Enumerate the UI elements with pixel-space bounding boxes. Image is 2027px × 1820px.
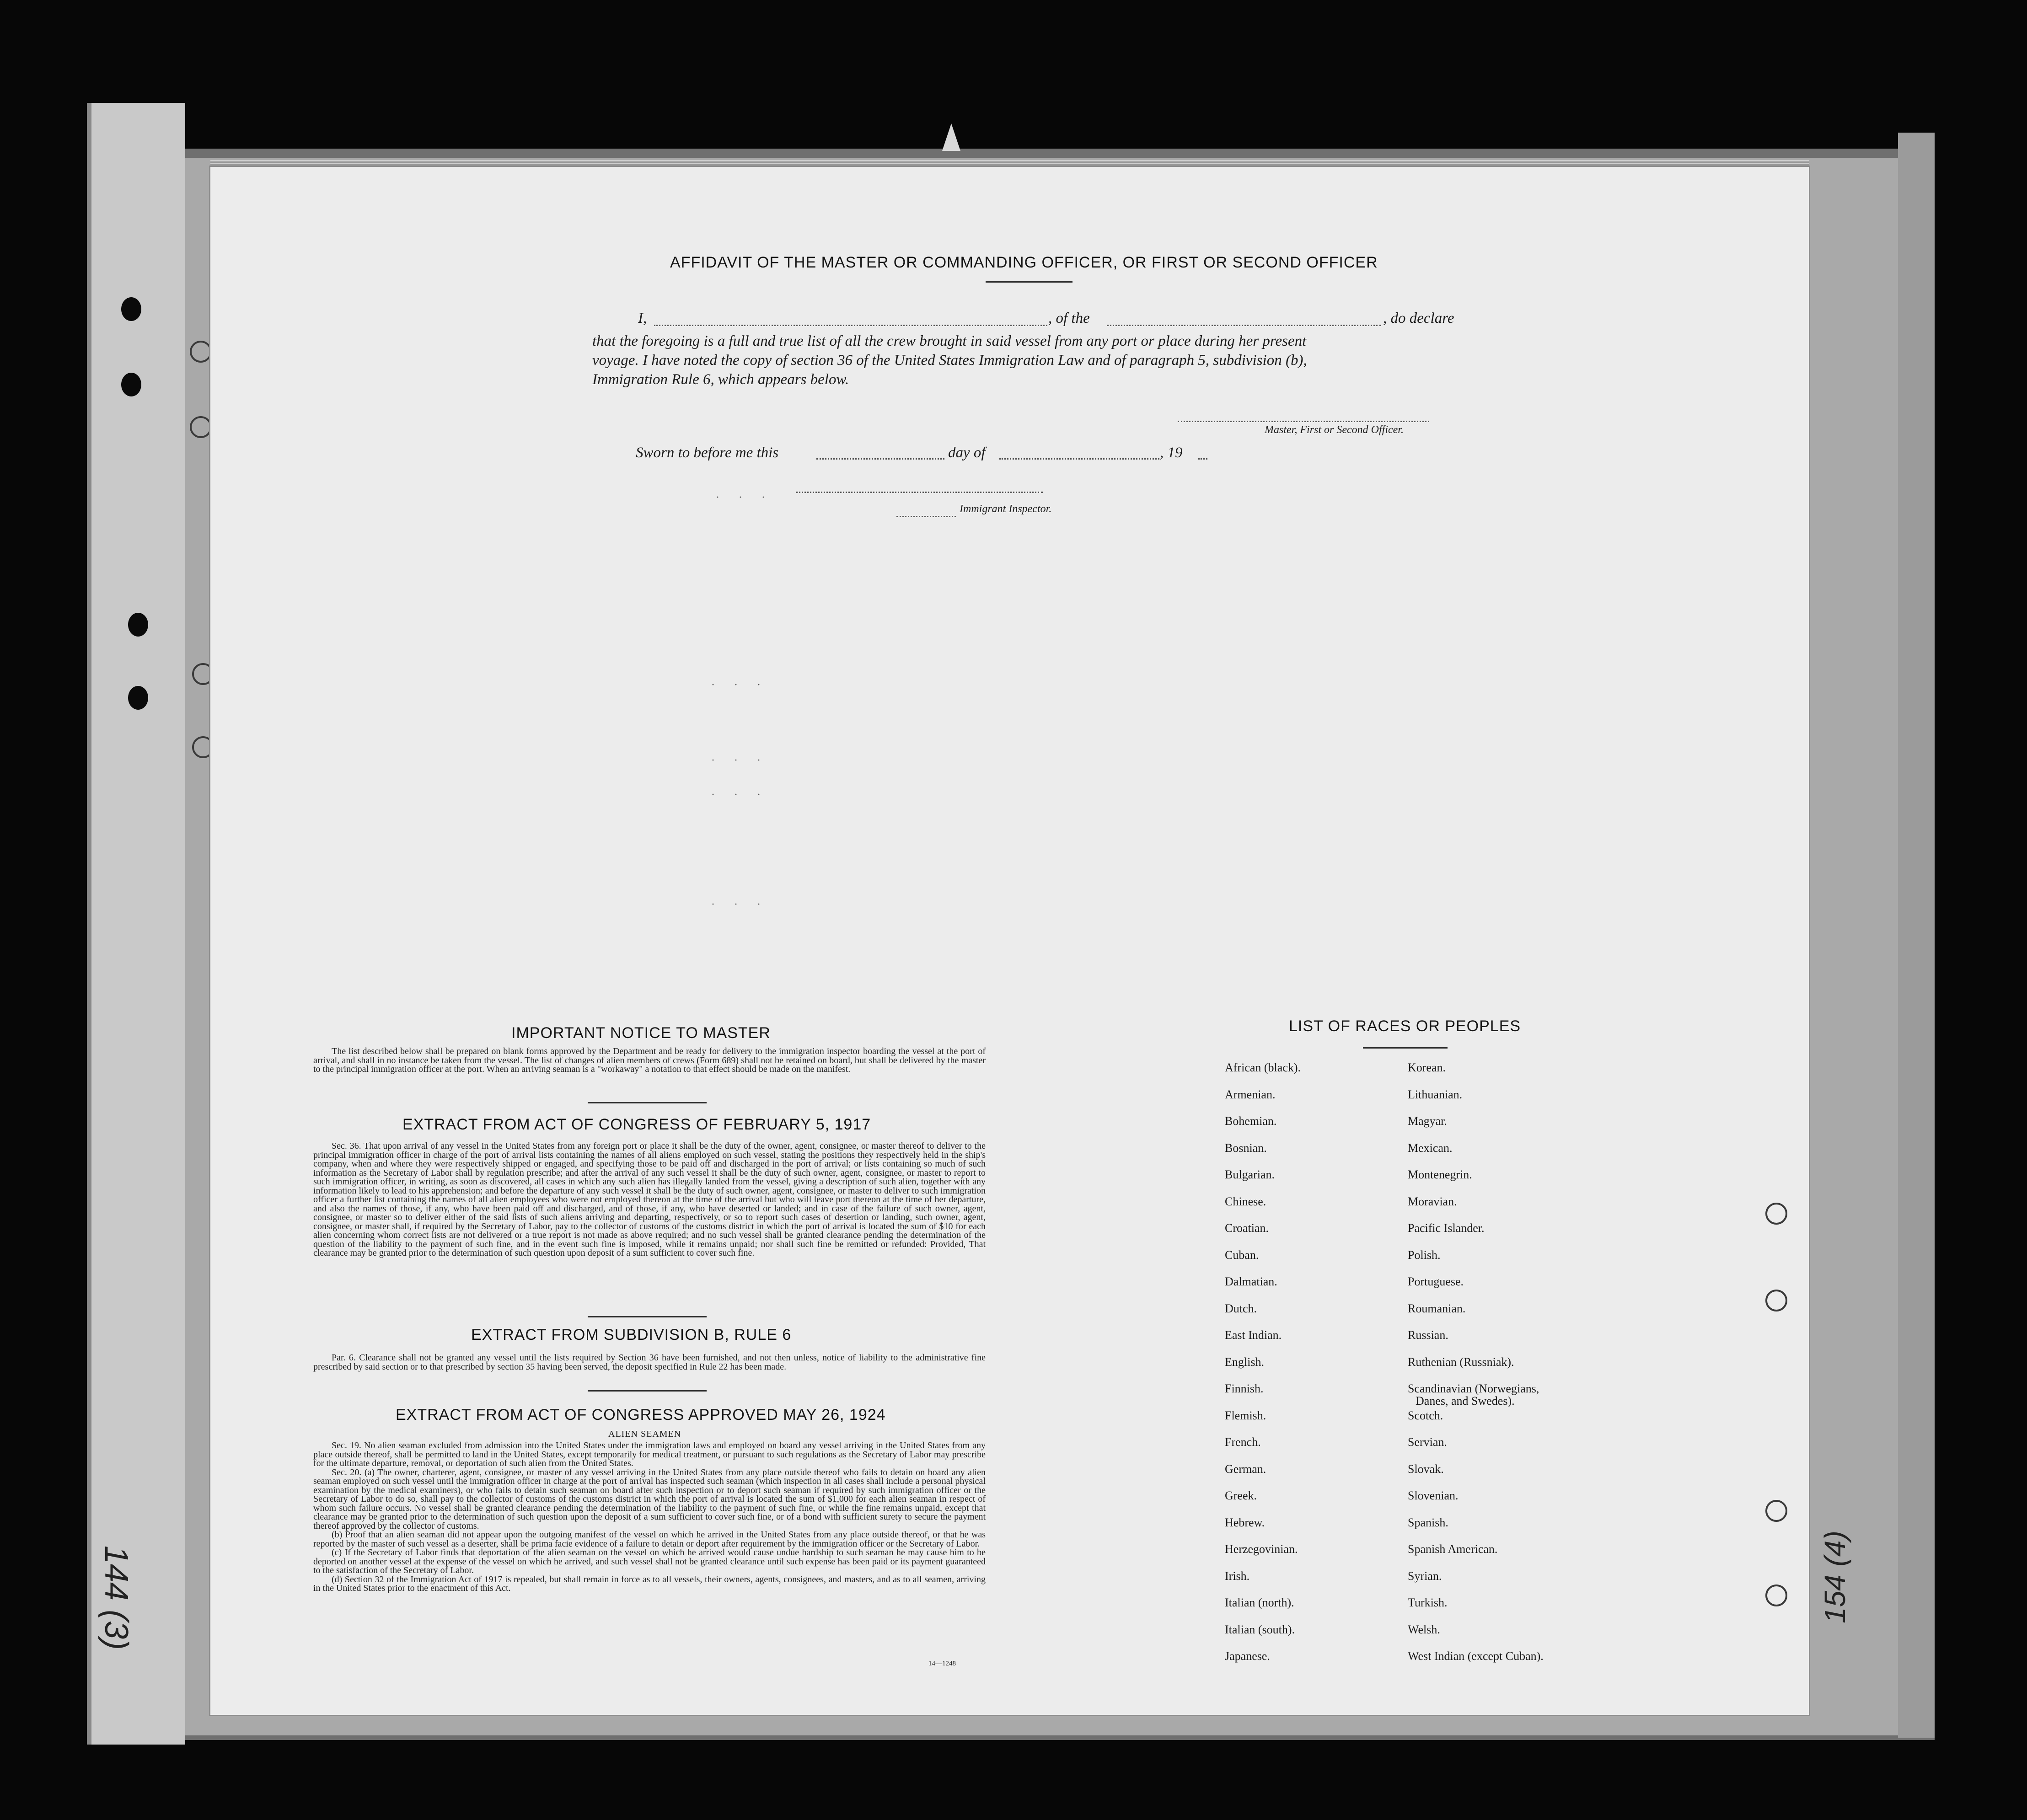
race-item: Spanish. — [1408, 1515, 1448, 1529]
race-item: Italian (south). — [1225, 1622, 1295, 1636]
race-item: Dutch. — [1225, 1301, 1257, 1315]
race-item: Russian. — [1408, 1328, 1448, 1342]
extract-1924-text — [313, 1441, 986, 1593]
sec20a-paragraph: Sec. 20. (a) The owner, charterer, agent, consignee, or master of any vessel arriving in the United States from any place outside thereof who fails to detain on board any alien seaman employed on such vessel until the immigration officer in charge at the port of arrival has inspected such seaman (which inspection in all cases shall include a personal physical examination by the medical examiners), or who fails to detain such seaman on board after such inspection or to deport such seaman if required by such immigration officer or the Secretary of Labor to do so, shall pay to the collector of customs of the customs district in which the port of arrival is located the sum of $1,000 for each alien seaman in respect of whom such failure occurs. No vessel shall be granted clearance pending the determination of the liability to the payment of such fine, or while the fine remains unpaid, except that clearance may be granted prior to the determination of such question upon the deposit of a sum sufficient to cover such fine, or of a bond with sufficient surety to secure the payment thereof approved by the collector of customs. — [313, 1467, 986, 1531]
race-item: Cuban. — [1225, 1248, 1259, 1262]
scan-specks: · · · — [716, 492, 773, 503]
race-item: Syrian. — [1408, 1569, 1442, 1583]
race-item: Armenian. — [1225, 1087, 1276, 1101]
binding-ring — [1765, 1290, 1787, 1311]
races-rule — [1363, 1047, 1448, 1049]
extract-1917-text: Sec. 36. That upon arrival of any vessel in the United States from any foreign port or place it shall be the duty of the owner, agent, consignee, or master thereof to deliver to the principal immigration officer in charge of the port of arrival lists containing the names of all aliens employed on such vessel, stating the positions they respectively held in the ship's company, when and where they were respectively shipped or engaged, and specifying those to be paid off and discharged in the port of arrival; or lists containing so much of such information as the Secretary of Labor shall by regulation prescribe; and after the arrival of any such vessel it shall be the duty of such owner, agent, consignee, or master to report to such immigration officer, in writing, as soon as discovered, all cases in which any such alien has illegally landed from the vessel, giving a description of such alien, together with any information likely to lead to his apprehension; and before the departure of any such vessel it shall be the duty of such owner, agent, consignee, or master to deliver to such immigration officer a further list containing the names of all alien employees who were not employed thereon at the time of the arrival but who will leave port thereon at the time of her departure, and also the names of those, if any, who have been paid off and discharged, and of those, if any, who have deserted or landed; and in case of the failure of such owner, agent, consignee, or master so to deliver either of the said lists of such aliens arriving and departing, respectively, or so to report such cases of desertion or landing, such owner, agent, consignee, or master shall, if required by the Secretary of Labor, pay to the collector of customs of the customs district in which the port of arrival is located the sum of $10 for each alien concerning whom correct lists are not delivered or a true report is not made as above required; and no such vessel shall be granted clearance pending the determination of the question of the liability to the payment of such fine, and in the event such fine is imposed, while it remains unpaid; nor shall such fine be remitted or refunded: Provided, That clearance may be granted prior to the determination of such question upon deposit of a sum sufficient to cover such fine. — [313, 1141, 986, 1258]
punch-hole — [121, 373, 141, 396]
race-item: Herzegovinian. — [1225, 1542, 1298, 1556]
right-sheet-edge — [1898, 133, 1935, 1738]
section-rule — [588, 1390, 707, 1392]
race-item: Slovenian. — [1408, 1489, 1459, 1502]
race-item: French. — [1225, 1435, 1261, 1449]
races-title: LIST OF RACES OR PEOPLES — [1289, 1017, 1521, 1035]
year-blank[interactable] — [1198, 458, 1207, 460]
race-item: Dalmatian. — [1225, 1275, 1277, 1288]
race-item: Scandinavian (Norwegians, — [1408, 1382, 1539, 1395]
rule6-text: Par. 6. Clearance shall not be granted any vessel until the lists required by Section 36 have been furnished, and not then unless, notice of liability to the administrative fine prescribed by said section or to that prescribed by section 35 having been served, the deposit specified in Rule 22 has been made. — [313, 1353, 986, 1372]
affidavit-line-3: voyage. I have noted the copy of section 36 of the United States Immigration Law and of paragraph 5, subdivision (b), — [592, 352, 1307, 369]
affidavit-title: AFFIDAVIT OF THE MASTER OR COMMANDING OFFICER, OR FIRST OR SECOND OFFICER — [670, 254, 1378, 271]
binding-ring — [190, 341, 212, 363]
scan-specks: · · · — [711, 789, 769, 801]
race-item: Finnish. — [1225, 1382, 1264, 1395]
race-item: English. — [1225, 1355, 1264, 1369]
affidavit-line-2: that the foregoing is a full and true list of all the crew brought in said vessel from any port or place during her present — [592, 333, 1307, 349]
notice-text: The list described below shall be prepared on blank forms approved by the Department and be ready for delivery to the immigration inspector boarding the vessel at the port of arrival, and shall in no instance be taken from the vessel. The list of changes of alien members of crews (Form 689) shall not be retained on board, but shall be delivered by the master to the principal immigration officer at the port. When an arriving seaman is a "workaway" a notation to that effect should be made on the manifest. — [313, 1046, 986, 1074]
binding-ring — [1765, 1584, 1787, 1606]
race-item: Moravian. — [1408, 1194, 1457, 1208]
race-item: Lithuanian. — [1408, 1087, 1463, 1101]
race-item: East Indian. — [1225, 1328, 1282, 1342]
race-item: Bulgarian. — [1225, 1168, 1275, 1181]
affidavit-do-declare: , do declare — [1383, 310, 1454, 327]
vessel-blank[interactable] — [1107, 325, 1381, 326]
scan-specks: · · · — [711, 679, 769, 691]
title-rule — [986, 281, 1072, 283]
section-rule — [588, 1316, 707, 1317]
race-item: Chinese. — [1225, 1194, 1266, 1208]
race-item: Korean. — [1408, 1061, 1446, 1074]
sworn-day-blank[interactable] — [816, 458, 944, 460]
race-item: Polish. — [1408, 1248, 1441, 1262]
race-item: Turkish. — [1408, 1596, 1448, 1609]
punch-hole — [128, 613, 148, 637]
alien-seamen-subtitle: ALIEN SEAMEN — [608, 1429, 681, 1439]
race-item: Bosnian. — [1225, 1141, 1267, 1155]
binding-ring — [1765, 1500, 1787, 1522]
sec20d-paragraph: (d) Section 32 of the Immigration Act of 1917 is repealed, but shall remain in force as to all vessels, their owners, agents, consignees, and masters, and as to all seamen, arriving in the United States prior to the enactment of this Act. — [313, 1574, 986, 1593]
race-item: Montenegrin. — [1408, 1168, 1472, 1181]
race-item: Irish. — [1225, 1569, 1250, 1583]
race-item: Servian. — [1408, 1435, 1447, 1449]
extract-1917-title: EXTRACT FROM ACT OF CONGRESS OF FEBRUARY 5, 1917 — [402, 1116, 871, 1133]
right-margin-note: 154 (4) — [1818, 1531, 1851, 1623]
race-item: Hebrew. — [1225, 1515, 1265, 1529]
race-item: Croatian. — [1225, 1221, 1269, 1235]
top-tab — [942, 123, 960, 151]
sec19-paragraph: Sec. 19. No alien seaman excluded from admission into the United States under the immigration laws and employed on board any vessel arriving in the United States from any place outside thereof, shall be permitted to land in the United States, except temporarily for medical treatment, or pursuant to such regulations as the Secretary of Labor may prescribe for the ultimate departure, removal, or deportation of such alien from the United States. — [313, 1440, 986, 1468]
sworn-label: Sworn to before me this — [636, 444, 779, 461]
race-item: Flemish. — [1225, 1408, 1266, 1422]
day-of-label: day of — [948, 444, 986, 461]
race-item: Spanish American. — [1408, 1542, 1498, 1556]
race-item: Pacific Islander. — [1408, 1221, 1485, 1235]
inspector-signature-line[interactable] — [796, 492, 1043, 493]
race-item: Greek. — [1225, 1489, 1257, 1502]
race-item: Ruthenian (Russniak). — [1408, 1355, 1514, 1369]
section-rule — [588, 1102, 707, 1103]
race-item: Mexican. — [1408, 1141, 1453, 1155]
race-item: Scotch. — [1408, 1408, 1443, 1422]
scan-specks: · · · — [711, 899, 769, 910]
left-margin-note: 144 (3) — [98, 1546, 134, 1650]
race-item: Italian (north). — [1225, 1596, 1294, 1609]
master-signature-caption: Master, First or Second Officer. — [1265, 424, 1404, 436]
scan-specks: · · · — [711, 755, 769, 766]
affidavit-of-the: , of the — [1048, 310, 1090, 327]
race-item: Portuguese. — [1408, 1275, 1464, 1288]
inspector-caption: Immigrant Inspector. — [960, 503, 1052, 515]
race-item: German. — [1225, 1462, 1266, 1476]
punch-hole — [128, 686, 148, 710]
notice-title: IMPORTANT NOTICE TO MASTER — [511, 1024, 771, 1042]
sec20b-paragraph: (b) Proof that an alien seaman did not appear upon the outgoing manifest of the vessel on which he arrived in the United States from any place outside thereof, or that he was reported by the master of such vessel as a deserter, shall be prima facie evidence of a failure to detain or deport after requirement by the immigration officer or the Secretary of Labor. — [313, 1530, 986, 1549]
race-item: Welsh. — [1408, 1622, 1440, 1636]
punch-hole — [121, 297, 141, 321]
race-item: Japanese. — [1225, 1649, 1270, 1663]
race-item: Danes, and Swedes). — [1416, 1394, 1515, 1408]
race-item: Magyar. — [1408, 1114, 1447, 1128]
form-number: 14—1248 — [928, 1660, 956, 1667]
sworn-month-blank[interactable] — [999, 458, 1159, 460]
affidavit-line-4: Immigration Rule 6, which appears below. — [592, 371, 849, 388]
binding-ring — [190, 416, 212, 438]
affidavit-i-label: I, — [638, 310, 647, 327]
inspector-signature-leader — [896, 516, 956, 517]
extract-1924-title: EXTRACT FROM ACT OF CONGRESS APPROVED MAY 26, 1924 — [396, 1406, 886, 1424]
race-item: West Indian (except Cuban). — [1408, 1649, 1544, 1663]
master-signature-line[interactable] — [1178, 421, 1429, 422]
race-item: African (black). — [1225, 1061, 1301, 1074]
year-label: , 19 — [1160, 444, 1183, 461]
sec20c-paragraph: (c) If the Secretary of Labor finds that deportation of the alien seaman on the vessel on which he arrived would cause undue hardship to such seaman he may cause him to be deported on another vessel at the expense of the vessel on which he arrived, and such vessel shall not be granted clearance until such expense has been paid or its payment guaranteed to the satisfaction of the Secretary of Labor. — [313, 1547, 986, 1575]
binding-ring — [1765, 1203, 1787, 1225]
race-item: Roumanian. — [1408, 1301, 1466, 1315]
race-item: Bohemian. — [1225, 1114, 1277, 1128]
race-item: Slovak. — [1408, 1462, 1444, 1476]
name-blank[interactable] — [654, 325, 1047, 326]
left-binding-strip — [91, 103, 185, 1745]
rule6-title: EXTRACT FROM SUBDIVISION B, RULE 6 — [471, 1326, 792, 1344]
